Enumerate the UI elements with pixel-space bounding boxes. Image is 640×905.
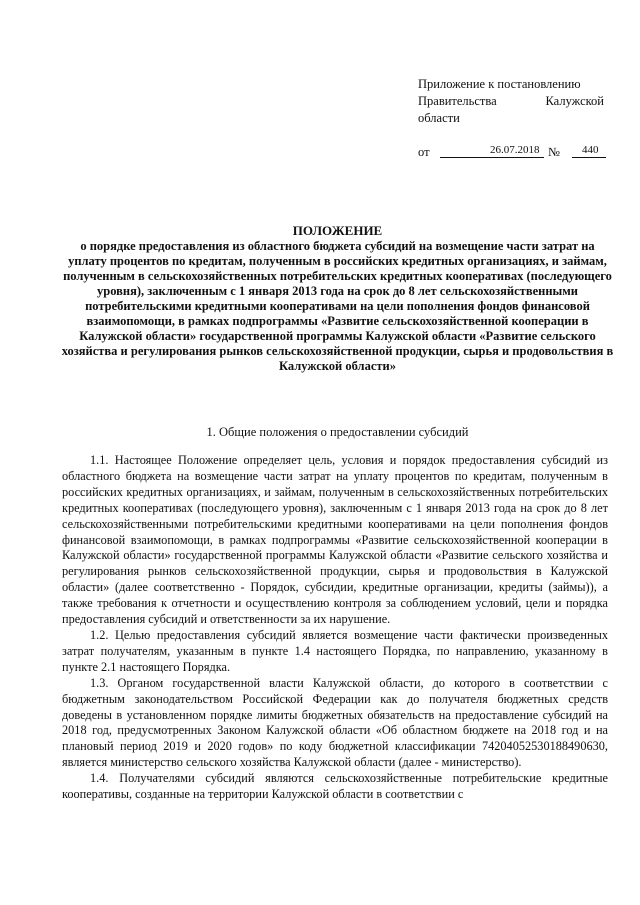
appendix-line-2-a: Правительства <box>418 94 497 108</box>
number-label: № <box>548 145 560 159</box>
number-value: 440 <box>582 144 599 156</box>
appendix-header <box>418 76 604 127</box>
document-title: ПОЛОЖЕНИЕ <box>292 223 383 238</box>
number-underline <box>572 157 606 158</box>
section-body <box>62 453 608 803</box>
date-underline <box>440 157 544 158</box>
document-title-block <box>60 223 615 374</box>
paragraph-1-3: 1.3. Органом государственной власти Калужской области, до которого в соответствии с бюджетным законодательством Российской Федерации как до получателя бюджетных средств доведены в установленном порядке лимиты бюджетных обязательств на предоставление субсидий на 2018 год, предусмотренных Законом Калужской области «Об областном бюджете на 2018 год и на плановый период 2019 и 2020 годов» по коду бюджетной классификации 74204052530188490630, является министерство сельского хозяйства Калужской области (далее - министерство). <box>62 675 608 770</box>
paragraph-1-1: 1.1. Настоящее Положение определяет цель, условия и порядок предоставления субсидий из областного бюджета на возмещение части затрат на уплату процентов по кредитам, полученным в российских кредитных организациях, и займам, полученным в сельскохозяйственных потребительских кредитных кооперативах (последующего уровня), заключенным с 1 января 2013 года на срок до 8 лет сельскохозяйственными потребительскими кредитными кооперативами на цели пополнения фондов финансовой взаимопомощи, в рамках подпрограммы «Развитие сельскохозяйственной кооперации в Калужской области» государственной программы Калужской области «Развитие сельского хозяйства и регулирования рынков сельскохозяйственной продукции, сырья и продовольствия в Калужской области» (далее соответственно - Порядок, субсидии, кредитные организации, кредиты (займы)), а также требования к отчетности и осуществлению контроля за соблюдением условий, цели и порядка предоставления субсидий и ответственности за их нарушение. <box>62 453 608 627</box>
appendix-line-1: Приложение к постановлению <box>418 77 581 91</box>
resolution-date-number <box>418 142 608 160</box>
paragraph-1-4: 1.4. Получателями субсидий являются сельскохозяйственные потребительские кредитные кооперативы, созданные на территории Калужской области в соответствии с <box>62 771 608 802</box>
paragraph-1-2: 1.2. Целью предоставления субсидий является возмещение части фактически произведенных затрат получателям, указанным в пункте 1.4 настоящего Порядка, по направлению, указанному в пункте 2.1 настоящего Порядка. <box>62 627 608 674</box>
document-subtitle: о порядке предоставления из областного бюджета субсидий на возмещение части затрат на уплату процентов по кредитам, полученным в российских кредитных организациях, и займам, полученным в сельскохозяйственных потребительских кредитных кооперативах (последующего уровня), заключенным с 1 января 2013 года на срок до 8 лет сельскохозяйственными потребительскими кредитными кооперативами на цели пополнения фондов финансовой взаимопомощи, в рамках подпрограммы «Развитие сельскохозяйственной кооперации в Калужской области» государственной программы Калужской области «Развитие сельского хозяйства и регулирования рынков сельскохозяйственной продукции, сырья и продовольствия в Калужской области» <box>61 239 614 373</box>
appendix-line-2-b: Калужской <box>545 94 604 108</box>
appendix-line-2 <box>418 93 604 110</box>
date-label: от <box>418 145 430 159</box>
appendix-line-3: области <box>418 111 460 125</box>
date-value: 26.07.2018 <box>490 144 540 156</box>
section-heading: 1. Общие положения о предоставлении субсидий <box>206 425 469 439</box>
